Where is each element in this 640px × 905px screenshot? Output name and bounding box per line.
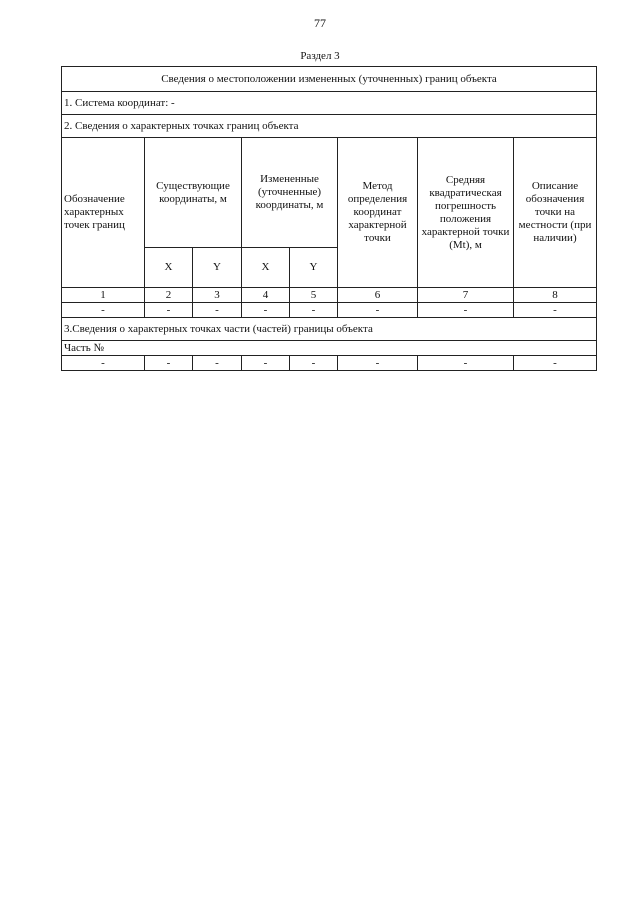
coord-system: 1. Система координат: -	[62, 92, 597, 115]
table-cell: -	[242, 303, 290, 318]
header-existing-x: X	[145, 248, 193, 288]
table-cell: -	[418, 303, 514, 318]
page-number: 77	[314, 16, 326, 30]
table-cell: -	[145, 303, 193, 318]
points-title-row	[62, 115, 597, 138]
table-cell: -	[338, 356, 418, 371]
header-description: Описание обозначения точки на местности (при наличии)	[514, 138, 597, 288]
table-cell: -	[514, 303, 597, 318]
boundary-table	[61, 66, 597, 371]
table-title: Сведения о местоположении измененных (уточненных) границ объекта	[62, 67, 597, 92]
table-cell: -	[290, 356, 338, 371]
part-label: Часть №	[62, 341, 597, 356]
table-cell: -	[193, 356, 242, 371]
header-row	[62, 138, 597, 248]
table-cell: -	[338, 303, 418, 318]
table-cell: -	[418, 356, 514, 371]
column-number: 3	[193, 288, 242, 303]
table-row	[62, 356, 597, 371]
part-label-row	[62, 341, 597, 356]
column-number: 6	[338, 288, 418, 303]
header-changed-y: Y	[290, 248, 338, 288]
header-changed-x: X	[242, 248, 290, 288]
table-cell: -	[193, 303, 242, 318]
header-changed: Измененные (уточненные) координаты, м	[242, 138, 338, 248]
column-number: 1	[62, 288, 145, 303]
column-number-row	[62, 288, 597, 303]
section-title: Раздел 3	[300, 50, 340, 62]
header-existing: Существующие координаты, м	[145, 138, 242, 248]
header-existing-y: Y	[193, 248, 242, 288]
points-title: 2. Сведения о характерных точках границ объекта	[62, 115, 597, 138]
header-error: Средняя квадратическая погрешность положения характерной точки (Mt), м	[418, 138, 514, 288]
coord-system-row	[62, 92, 597, 115]
parts-title-row	[62, 318, 597, 341]
table-title-row	[62, 67, 597, 92]
column-number: 5	[290, 288, 338, 303]
table-cell: -	[290, 303, 338, 318]
table-row	[62, 303, 597, 318]
column-number: 2	[145, 288, 193, 303]
column-number: 4	[242, 288, 290, 303]
parts-title: 3.Сведения о характерных точках части (частей) границы объекта	[62, 318, 597, 341]
table-cell: -	[514, 356, 597, 371]
table-cell: -	[242, 356, 290, 371]
column-number: 8	[514, 288, 597, 303]
table-cell: -	[62, 303, 145, 318]
header-designation: Обозначение характерных точек границ	[62, 138, 145, 288]
table-cell: -	[62, 356, 145, 371]
header-method: Метод определения координат характерной точки	[338, 138, 418, 288]
table-cell: -	[145, 356, 193, 371]
column-number: 7	[418, 288, 514, 303]
